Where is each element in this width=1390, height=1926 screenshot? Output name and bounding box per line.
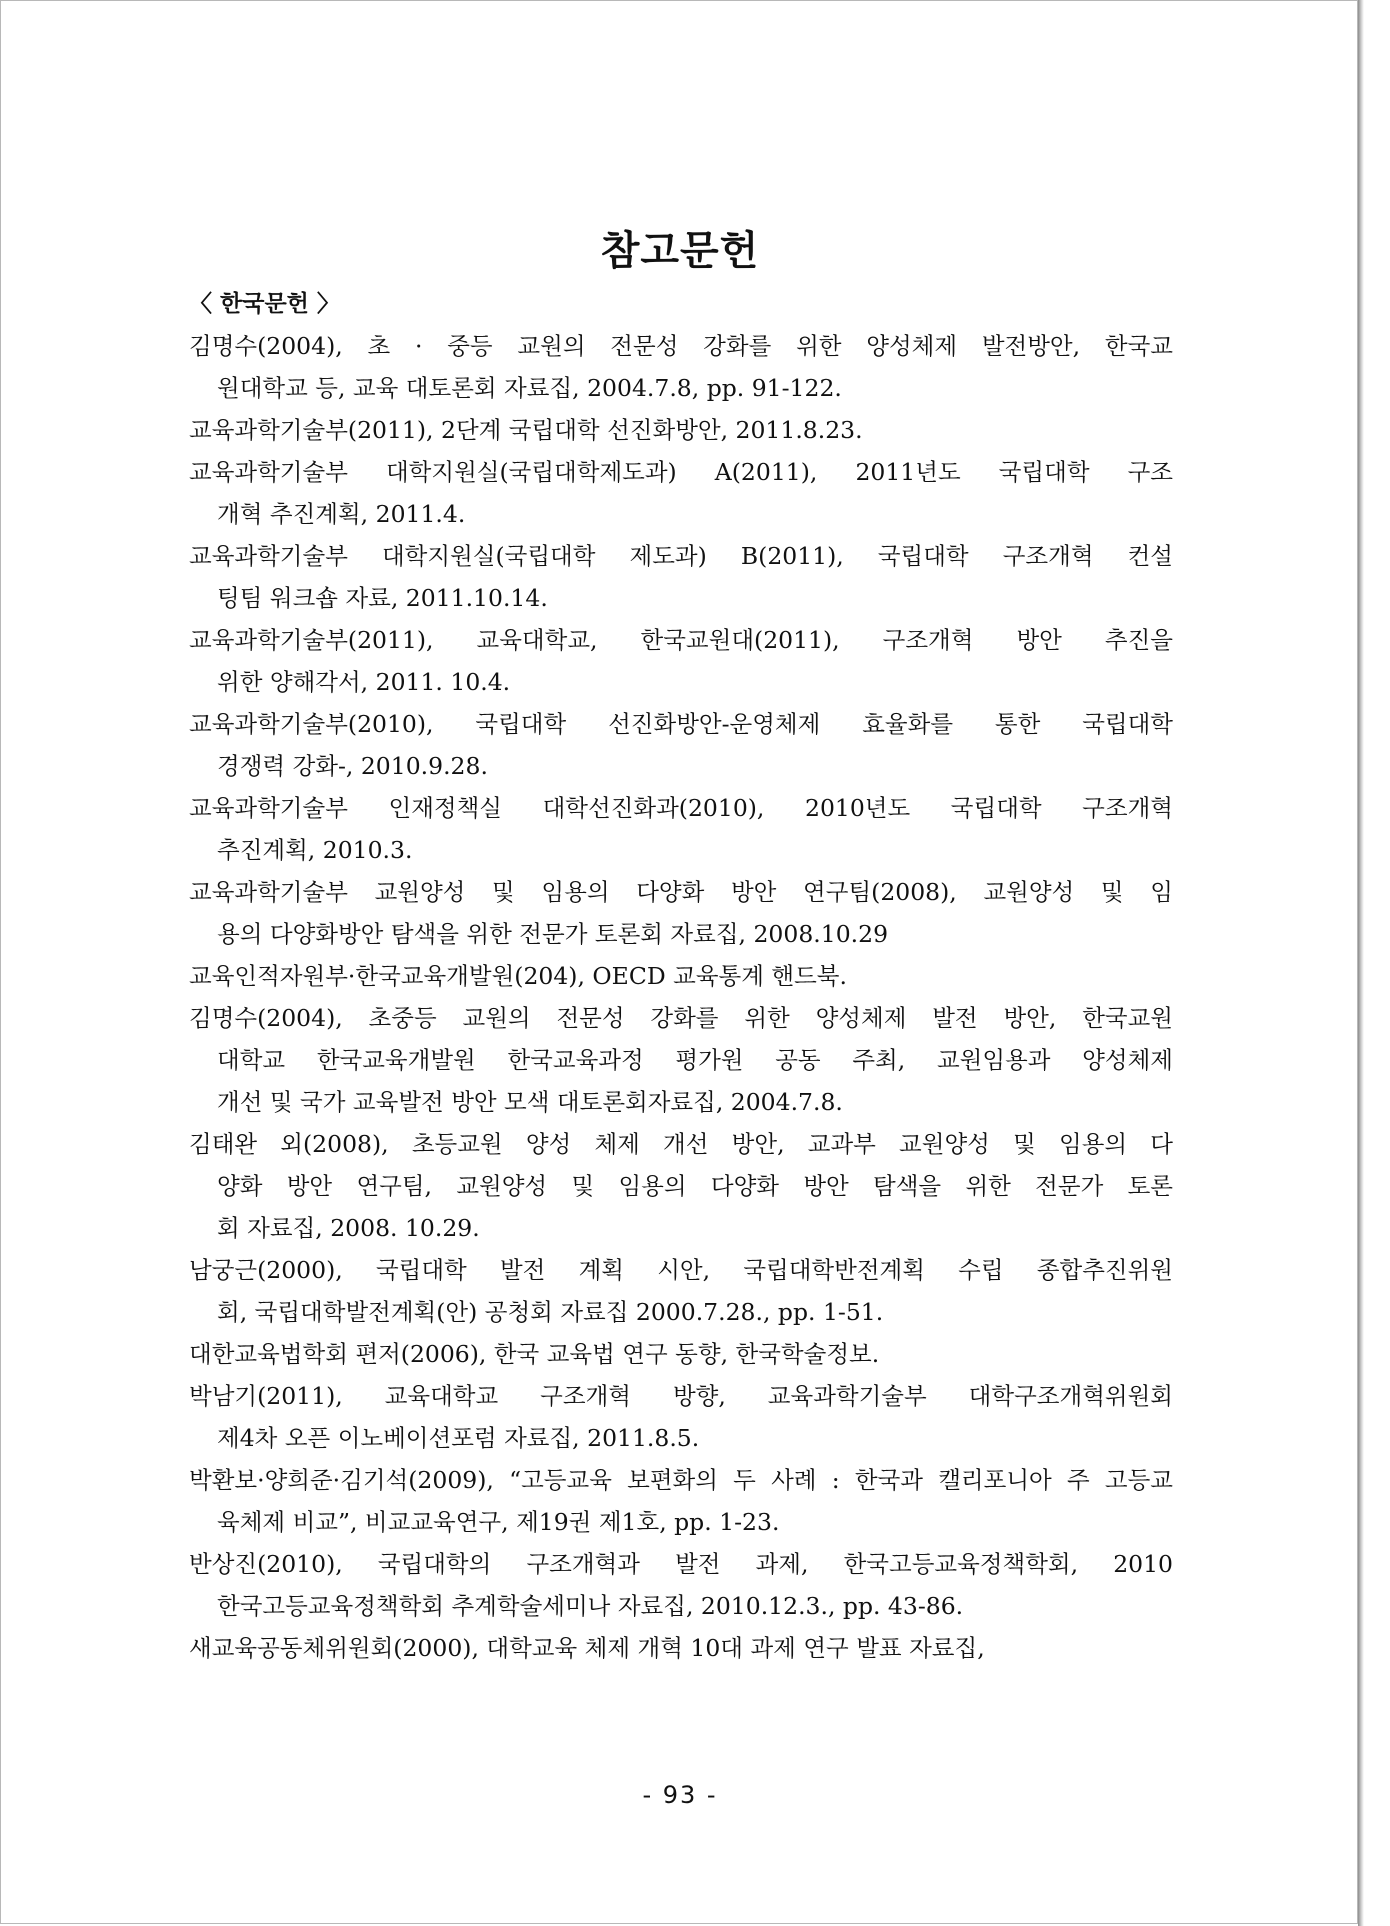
reference-entry (189, 871, 1173, 955)
reference-line: 양화 방안 연구팀, 교원양성 및 임용의 다양화 방안 탐색을 위한 전문가 토론 (217, 1172, 1173, 1200)
reference-line: 위한 양해각서, 2011. 10.4. (217, 668, 511, 696)
reference-line: 대학교 한국교육개발원 한국교육과정 평가원 공동 주최, 교원임용과 양성체제 (217, 1046, 1173, 1074)
page-title: 참고문헌 (600, 228, 760, 274)
reference-line: 용의 다양화방안 탐색을 위한 전문가 토론회 자료집, 2008.10.29 (217, 920, 889, 948)
reference-line: 개혁 추진계획, 2011.4. (217, 500, 466, 528)
reference-entry (189, 409, 1173, 451)
reference-entry (189, 451, 1173, 535)
reference-line: 교육과학기술부(2010), 국립대학 선진화방안-운영체제 효율화를 통한 국립대학 (189, 710, 1173, 738)
reference-line: 제4차 오픈 이노베이션포럼 자료집, 2011.8.5. (217, 1424, 700, 1452)
reference-line: 대한교육법학회 편저(2006), 한국 교육법 연구 동향, 한국학술정보. (189, 1340, 880, 1368)
reference-entry (189, 703, 1173, 787)
reference-line: 교육과학기술부 인재정책실 대학선진화과(2010), 2010년도 국립대학 구조개혁 (189, 794, 1173, 822)
reference-entry (189, 1543, 1173, 1627)
reference-line: 교육과학기술부(2011), 교육대학교, 한국교원대(2011), 구조개혁 방안 추진을 (189, 626, 1173, 654)
reference-line: 교육과학기술부 교원양성 및 임용의 다양화 방안 연구팀(2008), 교원양성 및 임 (189, 878, 1173, 906)
reference-entry (189, 1333, 1173, 1375)
reference-line: 남궁근(2000), 국립대학 발전 계획 시안, 국립대학반전계획 수립 종합추진위원 (189, 1256, 1173, 1284)
reference-line: 박남기(2011), 교육대학교 구조개혁 방향, 교육과학기술부 대학구조개혁위원회 (189, 1382, 1173, 1410)
reference-line: 원대학교 등, 교육 대토론회 자료집, 2004.7.8, pp. 91-122. (217, 374, 842, 402)
reference-line: 반상진(2010), 국립대학의 구조개혁과 발전 과제, 한국고등교육정책학회, 2010 (189, 1550, 1173, 1578)
section-heading: 〈 한국문헌 〉 (189, 291, 340, 317)
reference-entry (189, 997, 1173, 1123)
reference-line: 김명수(2004), 초중등 교원의 전문성 강화를 위한 양성체제 발전 방안, 한국교원 (189, 1004, 1173, 1032)
reference-entry (189, 1123, 1173, 1249)
reference-line: 교육과학기술부 대학지원실(국립대학제도과) A(2011), 2011년도 국립대학 구조 (189, 458, 1173, 486)
reference-entry (189, 1375, 1173, 1459)
reference-line: 추진계획, 2010.3. (217, 836, 413, 864)
reference-entry (189, 1627, 1173, 1669)
reference-line: 새교육공동체위원회(2000), 대학교육 체제 개혁 10대 과제 연구 발표 자료집, (189, 1634, 985, 1662)
reference-entry (189, 535, 1173, 619)
reference-line: 육체제 비교”, 비교교육연구, 제19권 제1호, pp. 1-23. (217, 1508, 780, 1536)
reference-line: 한국고등교육정책학회 추계학술세미나 자료집, 2010.12.3., pp. 43-86. (217, 1592, 964, 1620)
reference-list (189, 325, 1173, 1669)
reference-entry (189, 1249, 1173, 1333)
reference-entry (189, 325, 1173, 409)
reference-line: 교육과학기술부(2011), 2단계 국립대학 선진화방안, 2011.8.23. (189, 416, 863, 444)
reference-entry (189, 955, 1173, 997)
reference-line: 회 자료집, 2008. 10.29. (217, 1214, 480, 1242)
reference-line: 교육과학기술부 대학지원실(국립대학 제도과) B(2011), 국립대학 구조개혁 컨설 (189, 542, 1173, 570)
reference-line: 경쟁력 강화-, 2010.9.28. (217, 752, 488, 780)
page-number: - 93 - (642, 1781, 718, 1809)
reference-line: 김태완 외(2008), 초등교원 양성 체제 개선 방안, 교과부 교원양성 및 임용의 다 (189, 1130, 1173, 1158)
reference-entry (189, 619, 1173, 703)
reference-line: 교육인적자원부·한국교육개발원(204), OECD 교육통계 핸드북. (189, 962, 847, 990)
reference-line: 회, 국립대학발전계획(안) 공청회 자료집 2000.7.28., pp. 1-51. (217, 1298, 884, 1326)
reference-entry (189, 787, 1173, 871)
reference-line: 팅팀 워크숍 자료, 2011.10.14. (217, 584, 548, 612)
reference-line: 개선 및 국가 교육발전 방안 모색 대토론회자료집, 2004.7.8. (217, 1088, 843, 1116)
reference-entry (189, 1459, 1173, 1543)
page-edge-shadow (1358, 0, 1390, 1926)
reference-line: 김명수(2004), 초 · 중등 교원의 전문성 강화를 위한 양성체제 발전방안, 한국교 (189, 332, 1173, 360)
reference-section (189, 283, 1173, 1669)
reference-line: 박환보·양희준·김기석(2009), “고등교육 보편화의 두 사례 : 한국과 캘리포니아 주 고등교 (189, 1466, 1173, 1494)
